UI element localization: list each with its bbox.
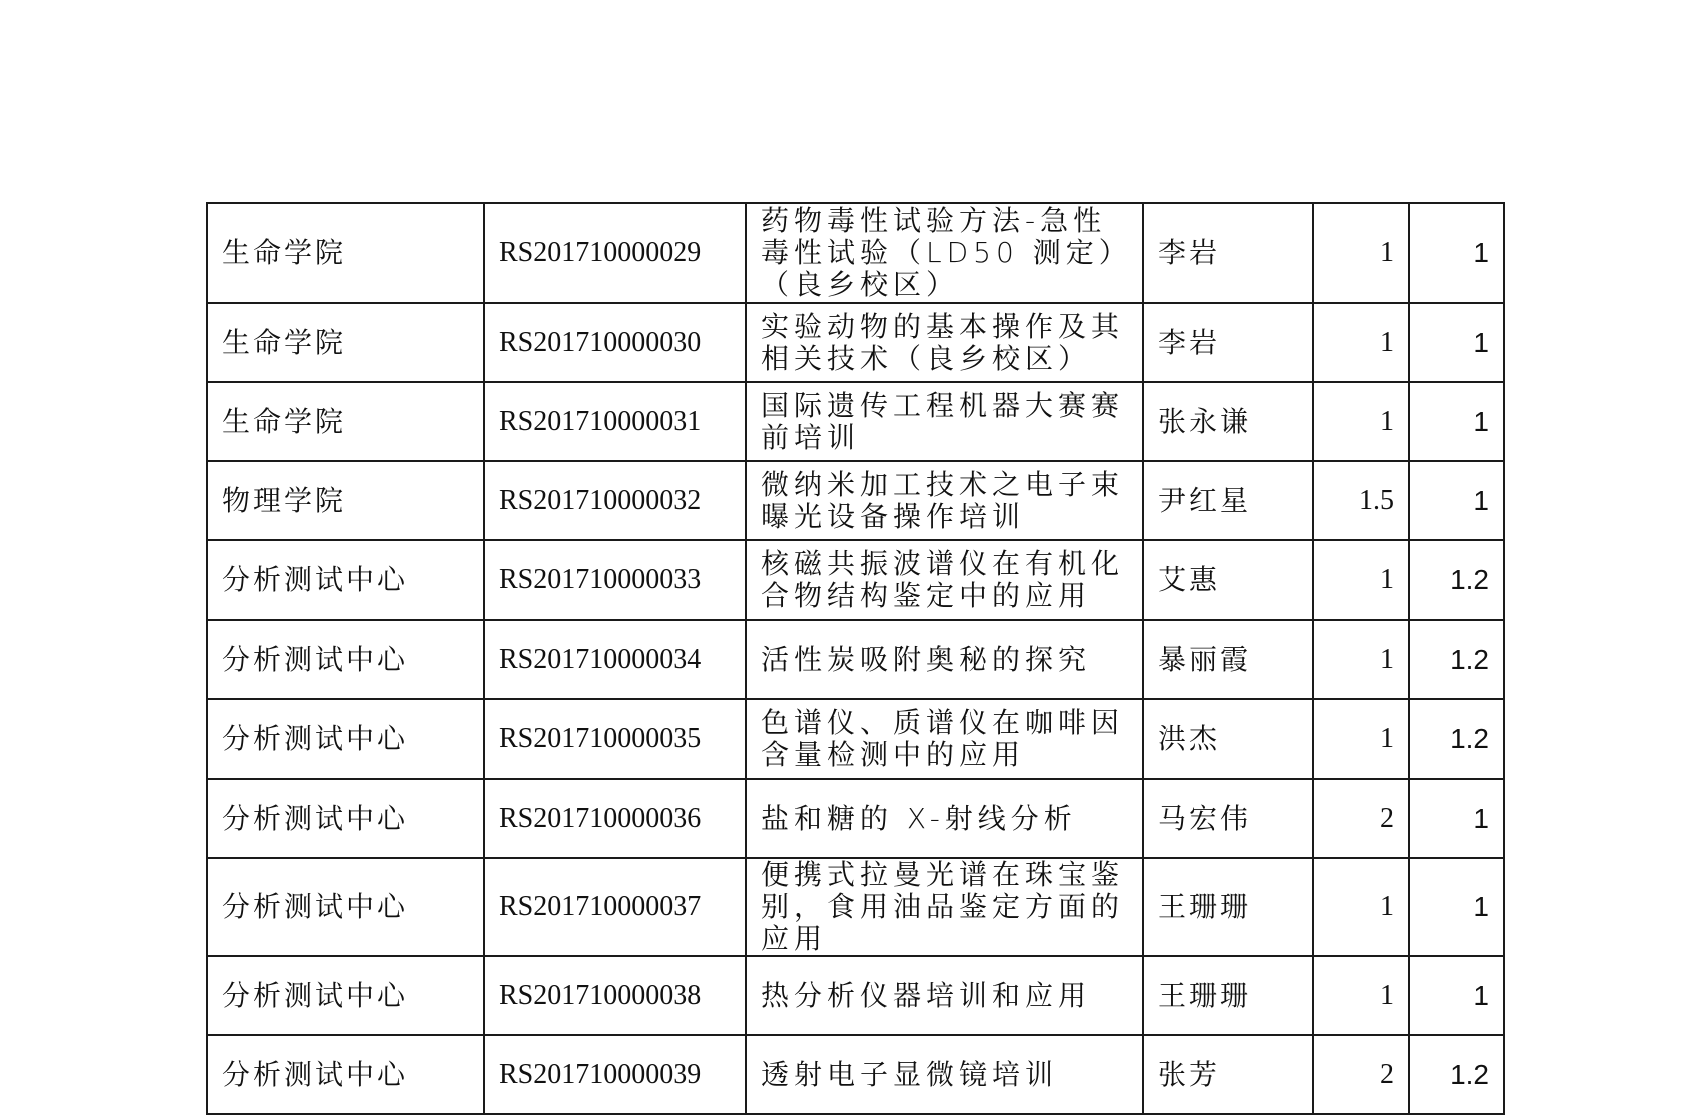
coefficient-cell: 1 (1409, 303, 1504, 382)
table-row (207, 540, 1504, 620)
coefficient-cell: 1.2 (1409, 620, 1504, 699)
hours-cell: 1 (1313, 303, 1409, 382)
hours-cell: 1 (1313, 203, 1409, 303)
coefficient-cell: 1 (1409, 858, 1504, 956)
table-row (207, 620, 1504, 699)
hours-cell: 1 (1313, 382, 1409, 461)
coefficient-cell: 1.2 (1409, 540, 1504, 620)
table-row (207, 461, 1504, 540)
teacher-cell: 暴丽霞 (1143, 620, 1313, 699)
hours-cell: 2 (1313, 779, 1409, 858)
coefficient-cell: 1.2 (1409, 699, 1504, 779)
table-row (207, 699, 1504, 779)
hours-cell: 1.5 (1313, 461, 1409, 540)
course-code-cell: RS201710000038 (484, 956, 746, 1035)
course-title-cell: 药物毒性试验方法-急性毒性试验（LD50 测定）（良乡校区） (746, 203, 1143, 303)
unit-cell: 分析测试中心 (207, 956, 484, 1035)
course-title-cell: 国际遗传工程机器大赛赛前培训 (746, 382, 1143, 461)
course-title-cell: 核磁共振波谱仪在有机化合物结构鉴定中的应用 (746, 540, 1143, 620)
table-row (207, 779, 1504, 858)
table-row (207, 382, 1504, 461)
teacher-cell: 尹红星 (1143, 461, 1313, 540)
coefficient-cell: 1 (1409, 461, 1504, 540)
unit-cell: 分析测试中心 (207, 779, 484, 858)
table-row (207, 203, 1504, 303)
coefficient-cell: 1 (1409, 779, 1504, 858)
table-row (207, 956, 1504, 1035)
unit-cell: 分析测试中心 (207, 620, 484, 699)
coefficient-cell: 1 (1409, 203, 1504, 303)
course-code-cell: RS201710000037 (484, 858, 746, 956)
teacher-cell: 洪杰 (1143, 699, 1313, 779)
coefficient-cell: 1 (1409, 956, 1504, 1035)
teacher-cell: 王珊珊 (1143, 956, 1313, 1035)
table-row (207, 858, 1504, 956)
hours-cell: 2 (1313, 1035, 1409, 1114)
unit-cell: 物理学院 (207, 461, 484, 540)
teacher-cell: 李岩 (1143, 203, 1313, 303)
teacher-cell: 王珊珊 (1143, 858, 1313, 956)
unit-cell: 分析测试中心 (207, 540, 484, 620)
unit-cell: 分析测试中心 (207, 1035, 484, 1114)
course-code-cell: RS201710000036 (484, 779, 746, 858)
course-title-cell: 实验动物的基本操作及其相关技术（良乡校区） (746, 303, 1143, 382)
course-title-cell: 透射电子显微镜培训 (746, 1035, 1143, 1114)
course-code-cell: RS201710000035 (484, 699, 746, 779)
teacher-cell: 张芳 (1143, 1035, 1313, 1114)
course-title-cell: 便携式拉曼光谱在珠宝鉴别，食用油品鉴定方面的应用 (746, 858, 1143, 956)
table-row (207, 1035, 1504, 1114)
course-title-cell: 热分析仪器培训和应用 (746, 956, 1143, 1035)
hours-cell: 1 (1313, 540, 1409, 620)
course-code-cell: RS201710000032 (484, 461, 746, 540)
course-code-cell: RS201710000030 (484, 303, 746, 382)
course-code-cell: RS201710000033 (484, 540, 746, 620)
course-title-cell: 微纳米加工技术之电子束曝光设备操作培训 (746, 461, 1143, 540)
course-title-cell: 盐和糖的 X-射线分析 (746, 779, 1143, 858)
teacher-cell: 李岩 (1143, 303, 1313, 382)
coefficient-cell: 1.2 (1409, 1035, 1504, 1114)
hours-cell: 1 (1313, 699, 1409, 779)
unit-cell: 生命学院 (207, 203, 484, 303)
unit-cell: 生命学院 (207, 382, 484, 461)
unit-cell: 分析测试中心 (207, 858, 484, 956)
course-title-cell: 活性炭吸附奥秘的探究 (746, 620, 1143, 699)
hours-cell: 1 (1313, 956, 1409, 1035)
teacher-cell: 张永谦 (1143, 382, 1313, 461)
course-code-cell: RS201710000031 (484, 382, 746, 461)
course-title-cell: 色谱仪、质谱仪在咖啡因含量检测中的应用 (746, 699, 1143, 779)
teacher-cell: 艾惠 (1143, 540, 1313, 620)
hours-cell: 1 (1313, 620, 1409, 699)
coefficient-cell: 1 (1409, 382, 1504, 461)
hours-cell: 1 (1313, 858, 1409, 956)
course-code-cell: RS201710000034 (484, 620, 746, 699)
unit-cell: 分析测试中心 (207, 699, 484, 779)
course-table (206, 202, 1505, 1115)
course-code-cell: RS201710000039 (484, 1035, 746, 1114)
table-row (207, 303, 1504, 382)
course-code-cell: RS201710000029 (484, 203, 746, 303)
unit-cell: 生命学院 (207, 303, 484, 382)
teacher-cell: 马宏伟 (1143, 779, 1313, 858)
